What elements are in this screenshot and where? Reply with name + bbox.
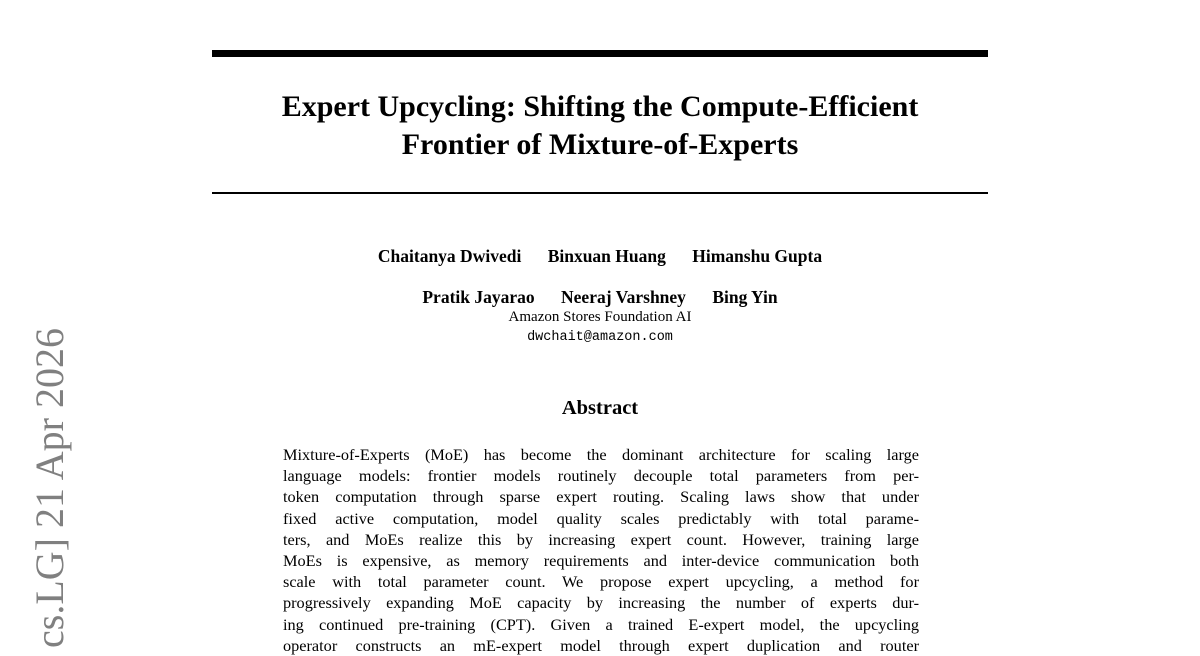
abstract-heading: Abstract bbox=[561, 397, 639, 419]
abstract-body bbox=[283, 444, 919, 656]
author-list-row-2 bbox=[212, 287, 988, 307]
author-email: dwchait@amazon.com bbox=[527, 330, 673, 345]
author-name: Pratik Jayarao bbox=[422, 287, 535, 307]
abstract-line: progressively expanding MoE capacity by increasing the number of experts dur- bbox=[283, 593, 919, 613]
paper-title bbox=[212, 88, 988, 164]
title-top-rule bbox=[212, 50, 988, 57]
arxiv-sidebar-stamp: cs.LG] 21 Apr 2026 bbox=[27, 328, 72, 648]
abstract-line: token computation through sparse expert routing. Scaling laws show that under bbox=[283, 487, 919, 507]
abstract-line: language models: frontier models routinely decouple total parameters from per- bbox=[283, 466, 919, 486]
abstract-line: operator constructs an mE-expert model through expert duplication and router bbox=[283, 635, 919, 655]
author-list-row-1 bbox=[212, 246, 988, 266]
author-name: Binxuan Huang bbox=[547, 246, 666, 266]
abstract-line: MoEs is expensive, as memory requirements and inter-device communication both bbox=[283, 551, 919, 571]
author-name: Himanshu Gupta bbox=[692, 246, 823, 266]
author-name: Chaitanya Dwivedi bbox=[377, 246, 522, 266]
abstract-line: ing continued pre-training (CPT). Given a trained E-expert model, the upcycling bbox=[283, 614, 919, 634]
abstract-line: scale with total parameter count. We propose expert upcycling, a method for bbox=[283, 572, 919, 592]
abstract-line: ters, and MoEs realize this by increasing expert count. However, training large bbox=[283, 529, 919, 549]
abstract-line: Mixture-of-Experts (MoE) has become the dominant architecture for scaling large bbox=[283, 445, 919, 464]
abstract-line: fixed active computation, model quality scales predictably with total parame- bbox=[283, 508, 919, 528]
author-affiliation: Amazon Stores Foundation AI bbox=[508, 309, 692, 325]
title-bottom-rule bbox=[212, 192, 988, 194]
title-line: Frontier of Mixture-of-Experts bbox=[401, 128, 799, 161]
author-name: Neeraj Varshney bbox=[561, 287, 686, 307]
title-line: Expert Upcycling: Shifting the Compute-Efficient bbox=[281, 90, 919, 123]
author-name: Bing Yin bbox=[712, 287, 778, 307]
